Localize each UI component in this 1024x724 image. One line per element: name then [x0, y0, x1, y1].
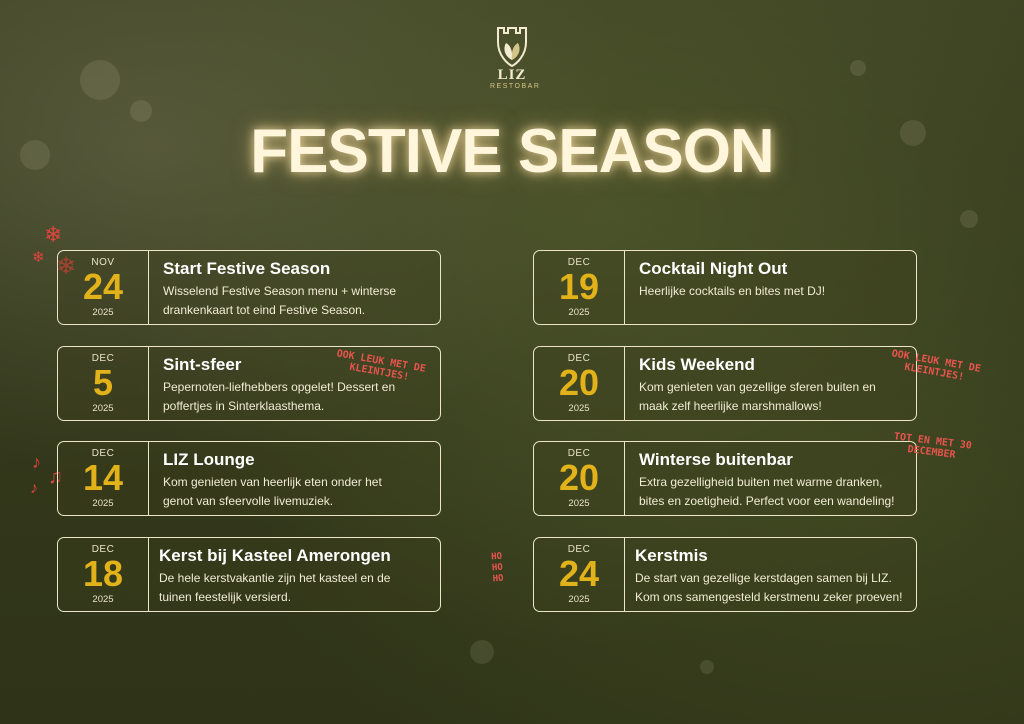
event-card: [57, 537, 441, 612]
event-card: [533, 441, 917, 516]
event-day: 18: [82, 553, 124, 594]
event-date: [58, 347, 149, 420]
event-year: 2025: [92, 594, 114, 605]
event-month: DEC: [567, 544, 591, 555]
event-description: De start van gezellige kerstdagen samen bij LIZ. Kom ons samengesteld kerstmenu zeker proeven!: [635, 571, 903, 604]
snowflake-icon: ❄: [56, 253, 77, 280]
event-day: 20: [558, 457, 600, 498]
event-month: DEC: [567, 353, 591, 364]
event-card: [57, 441, 441, 516]
event-description: Kom genieten van heerlijk eten onder het genot van sfeervolle livemuziek.: [163, 475, 382, 508]
event-description: Kom genieten van gezellige sferen buiten en maak zelf heerlijke marshmallows!: [639, 380, 876, 413]
brand-subtitle: RESTOBAR: [490, 83, 541, 90]
event-year: 2025: [92, 307, 114, 318]
event-year: 2025: [568, 403, 590, 414]
event-card: [533, 250, 917, 325]
castle-leaf-icon: [495, 26, 529, 68]
music-note-icon: ♪: [30, 480, 38, 497]
event-title: Kids Weekend: [639, 355, 755, 374]
note-kids-friendly: OOK LEUK MET DE KLEINTJES!: [335, 348, 427, 384]
event-month: DEC: [567, 448, 591, 459]
brand-logo: [490, 26, 541, 91]
note-kids-friendly: OOK LEUK MET DE KLEINTJES!: [890, 348, 982, 384]
event-year: 2025: [568, 594, 590, 605]
event-title: Kerst bij Kasteel Amerongen: [159, 546, 391, 565]
snowflake-icon: ❄: [32, 249, 45, 266]
event-date: [534, 347, 625, 420]
event-month: DEC: [91, 544, 115, 555]
event-year: 2025: [92, 498, 114, 509]
event-year: 2025: [568, 307, 590, 318]
event-description: De hele kerstvakantie zijn het kasteel en de tuinen feestelijk versierd.: [159, 571, 391, 604]
event-date: [534, 538, 625, 611]
event-day: 24: [82, 266, 124, 307]
event-month: DEC: [91, 353, 115, 364]
event-date: [534, 442, 625, 515]
music-note-icon: ♪: [32, 452, 41, 472]
event-title: Kerstmis: [635, 546, 708, 565]
brand-name: LIZ: [497, 67, 527, 83]
event-description: Extra gezelligheid buiten met warme dranken, bites en zoetigheid. Perfect voor een wandeling!: [639, 475, 895, 508]
note-until-date: TOT EN MET 30 DECEMBER: [893, 431, 973, 461]
event-year: 2025: [92, 403, 114, 414]
event-month: NOV: [91, 257, 115, 268]
snowflake-icon: ❄: [44, 222, 63, 247]
music-note-icon: ♫: [48, 466, 63, 488]
event-title: Winterse buitenbar: [639, 450, 793, 469]
event-day: 24: [558, 553, 600, 594]
event-date: [58, 442, 149, 515]
event-description: Wisselend Festive Season menu + winterse drankenkaart tot eind Festive Season.: [163, 284, 397, 317]
event-title: Sint-sfeer: [163, 355, 242, 374]
event-title: Cocktail Night Out: [639, 259, 788, 278]
event-date: [58, 251, 149, 324]
event-title: Start Festive Season: [163, 259, 331, 278]
event-card: [533, 537, 917, 612]
event-year: 2025: [568, 498, 590, 509]
event-description: Pepernoten-liefhebbers opgelet! Dessert en poffertjes in Sinterklaasthema.: [163, 380, 396, 413]
event-date: [58, 538, 149, 611]
event-date: [534, 251, 625, 324]
event-day: 14: [82, 457, 124, 498]
event-month: DEC: [567, 257, 591, 268]
event-day: 20: [558, 362, 600, 403]
event-title: LIZ Lounge: [163, 450, 255, 469]
event-day: 19: [558, 266, 600, 307]
page-title: FESTIVE SEASON: [250, 117, 774, 186]
event-card: [533, 346, 917, 421]
event-day: 5: [92, 362, 114, 403]
note-hohoho: HO HO HO: [490, 551, 504, 585]
event-description: Heerlijke cocktails en bites met DJ!: [639, 284, 826, 298]
event-card: [57, 250, 441, 325]
event-month: DEC: [91, 448, 115, 459]
